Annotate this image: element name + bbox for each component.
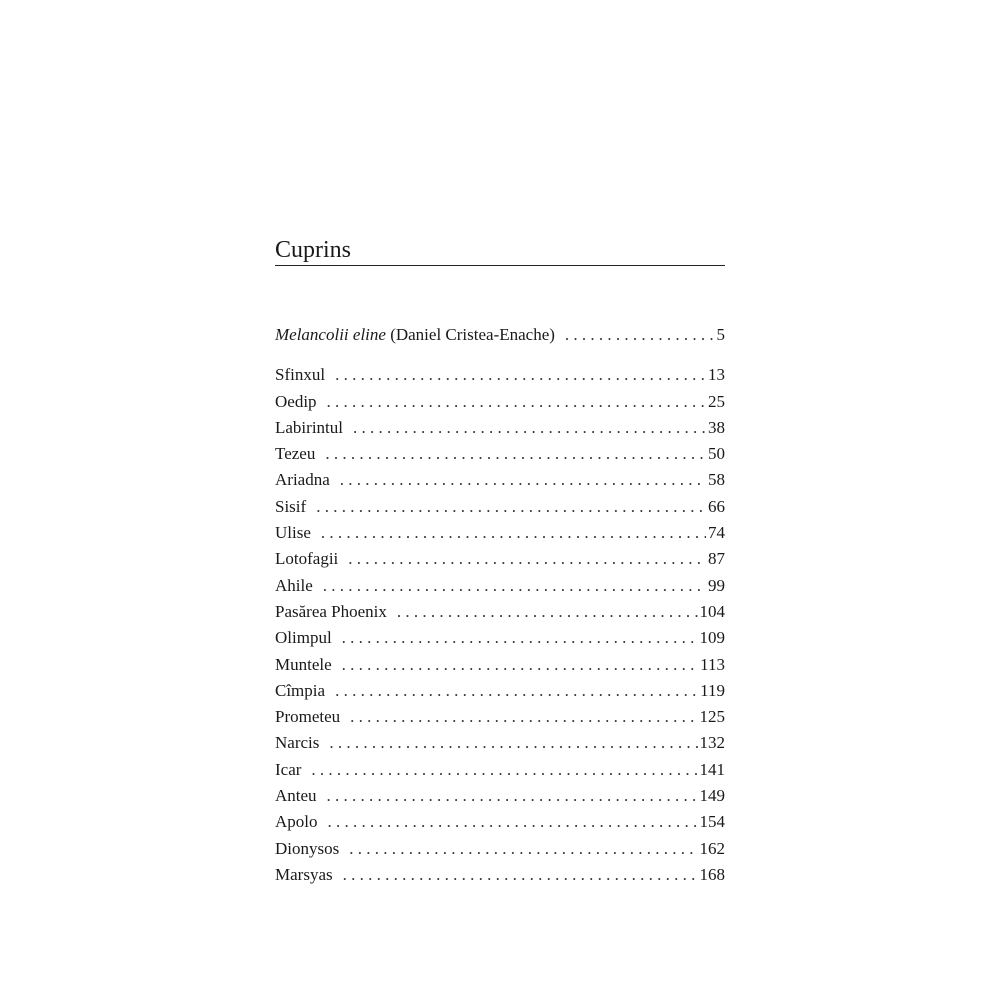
- toc-row: [275, 546, 725, 572]
- dot-leader: [565, 322, 715, 348]
- toc-entry-page-number: 132: [699, 733, 725, 753]
- toc-row: [275, 494, 725, 520]
- dot-leader: [327, 389, 706, 415]
- dot-leader: [350, 704, 697, 730]
- intro-label: [275, 322, 555, 348]
- toc-entry-label: Sisif: [275, 496, 307, 516]
- toc-entry-page-number: 99: [708, 575, 725, 595]
- dot-leader: [397, 599, 698, 625]
- toc-entry-label: Sfinxul: [275, 365, 326, 385]
- toc-entry-page-number: 66: [708, 496, 725, 516]
- toc-entry-page-number: 168: [699, 864, 725, 884]
- dot-leader: [340, 467, 706, 493]
- toc-row: [275, 389, 725, 415]
- toc-entry-label: Muntele: [275, 654, 332, 674]
- toc-entry-label: Ulise: [275, 523, 311, 543]
- toc-entry-page-number: 104: [699, 601, 725, 621]
- dot-leader: [321, 520, 706, 546]
- toc-entry-label: Cîmpia: [275, 680, 326, 700]
- toc-entry-label: Pasărea Phoenix: [275, 601, 387, 621]
- toc-row: [275, 809, 725, 835]
- toc-entry-page-number: 149: [699, 786, 725, 806]
- dot-leader: [325, 441, 706, 467]
- toc-row: [275, 441, 725, 467]
- toc-entry-label: Prometeu: [275, 707, 341, 727]
- dot-leader: [329, 730, 697, 756]
- dot-leader: [335, 362, 706, 388]
- toc-entry-label: Apolo: [275, 812, 318, 832]
- dot-leader: [342, 625, 698, 651]
- toc-entries: [275, 362, 725, 888]
- toc-entry-page-number: 87: [708, 549, 725, 569]
- dot-leader: [343, 862, 698, 888]
- toc-entry-page-number: 50: [708, 444, 725, 464]
- toc-row: [275, 467, 725, 493]
- toc-entry-label: Tezeu: [275, 444, 316, 464]
- toc-entry-page-number: 13: [708, 365, 725, 385]
- intro-label-italic: Melancolii eline: [275, 325, 386, 344]
- toc-row: [275, 573, 725, 599]
- toc-entry-label: Olimpul: [275, 628, 332, 648]
- toc-row: [275, 730, 725, 756]
- toc-row: [275, 652, 725, 678]
- toc-entry-page-number: 25: [708, 391, 725, 411]
- dot-leader: [311, 757, 697, 783]
- toc-entry-label: Narcis: [275, 733, 320, 753]
- toc-row-intro: [275, 322, 725, 348]
- toc-entry-page-number: 141: [699, 759, 725, 779]
- toc-entry-page-number: 162: [699, 838, 725, 858]
- dot-leader: [349, 836, 697, 862]
- toc-entry-label: Oedip: [275, 391, 317, 411]
- toc-entry-label: Ariadna: [275, 470, 330, 490]
- dot-leader: [353, 415, 706, 441]
- toc-row: [275, 415, 725, 441]
- toc-row: [275, 836, 725, 862]
- toc-row: [275, 757, 725, 783]
- toc-entry-label: Lotofagii: [275, 549, 339, 569]
- table-of-contents: [275, 236, 725, 888]
- dot-leader: [316, 494, 706, 520]
- toc-entry-page-number: 74: [708, 523, 725, 543]
- toc-entry-page-number: 125: [699, 707, 725, 727]
- toc-entry-label: Icar: [275, 759, 302, 779]
- toc-entry-label: Dionysos: [275, 838, 340, 858]
- toc-row: [275, 362, 725, 388]
- toc-entry-label: Ahile: [275, 575, 313, 595]
- toc-entry-page-number: 109: [699, 628, 725, 648]
- toc-entry-page-number: 58: [708, 470, 725, 490]
- dot-leader: [323, 573, 706, 599]
- page-title: Cuprins: [275, 236, 725, 266]
- toc-row: [275, 704, 725, 730]
- toc-row: [275, 678, 725, 704]
- toc-entry-label: Marsyas: [275, 864, 333, 884]
- toc-entry-label: Labirintul: [275, 417, 343, 437]
- dot-leader: [335, 678, 698, 704]
- toc-entry-page-number: 154: [699, 812, 725, 832]
- toc-row: [275, 862, 725, 888]
- intro-label-author: (Daniel Cristea-Enache): [385, 325, 555, 344]
- dot-leader: [348, 546, 706, 572]
- toc-row: [275, 783, 725, 809]
- toc-entry-label: Anteu: [275, 786, 317, 806]
- toc-row: [275, 520, 725, 546]
- dot-leader: [342, 652, 698, 678]
- dot-leader: [328, 809, 698, 835]
- toc-entry-page-number: 119: [700, 680, 725, 700]
- toc-entry-page-number: 113: [700, 654, 725, 674]
- intro-entry: [275, 322, 725, 348]
- toc-entry-page-number: 38: [708, 417, 725, 437]
- intro-page-number: 5: [716, 325, 725, 344]
- toc-row: [275, 625, 725, 651]
- toc-row: [275, 599, 725, 625]
- dot-leader: [327, 783, 698, 809]
